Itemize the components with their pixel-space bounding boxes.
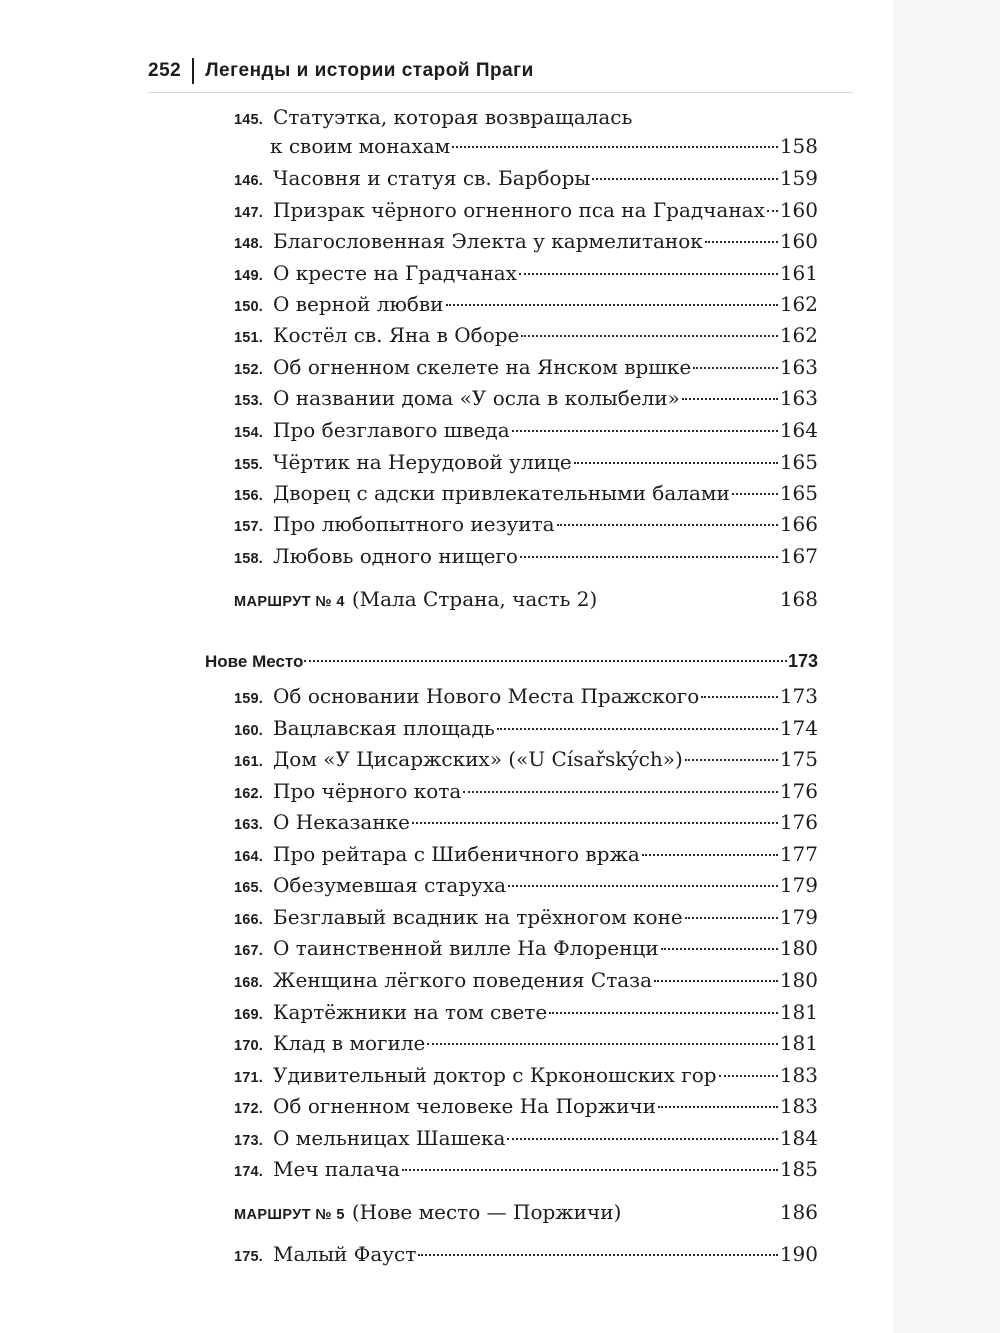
entry-title: Меч палача [273,1157,400,1181]
toc-entry[interactable] [234,1028,818,1058]
entry-number: 168. [234,975,264,991]
leader-dots [574,462,778,464]
leader-dots [412,822,778,824]
entry-title: О мельницах Шашека [273,1126,506,1150]
entry-title: Чёртик на Нерудовой улице [273,450,572,474]
entry-page: 163 [779,355,818,379]
entry-title: Об основании Нового Места Пражского [273,684,700,708]
entry-page: 190 [779,1242,818,1266]
leader-dots [463,791,778,793]
entry-page: 184 [779,1126,818,1150]
leader-dots [520,556,778,558]
leader-dots [521,335,777,337]
leader-dots [427,1043,777,1045]
toc-entry[interactable] [234,258,818,288]
entry-number: 162. [234,786,264,802]
entry-page: 181 [779,1031,818,1055]
entry-number: 150. [234,299,264,315]
entry-title: Любовь одного нищего [273,544,518,568]
toc-entry[interactable] [234,541,818,571]
entry-page: 183 [779,1094,818,1118]
toc-entry[interactable] [234,744,818,774]
leader-dots [661,948,778,950]
toc-section-nove-mesto[interactable] [205,646,818,676]
entry-title: Про безглавого шведа [273,418,510,442]
entry-title: Про рейтара с Шибеничного вржа [273,842,640,866]
route-label: МАРШРУТ № 5 [234,1207,345,1223]
leader-dots [682,398,778,400]
entry-title: Об огненном человеке На Поржичи [273,1094,657,1118]
entry-title: Женщина лёгкого поведения Стаза [273,968,653,992]
route-label: МАРШРУТ № 4 [234,594,345,610]
toc-entry[interactable] [234,163,818,193]
section-page: 173 [787,651,818,671]
entry-number: 159. [234,691,264,707]
entry-page: 179 [779,905,818,929]
leader-dots [658,1106,778,1108]
leader-dots [418,1254,778,1256]
leader-dots [654,980,778,982]
leader-dots [705,241,778,243]
entry-title: Удивительный доктор с Крконошских гор [273,1063,717,1087]
entry-number: 164. [234,849,264,865]
entry-number: 152. [234,362,264,378]
leader-dots [557,524,778,526]
leader-dots [512,430,778,432]
leader-space [623,1212,777,1214]
entry-title: Часовня и статуя св. Барборы [273,166,591,190]
leader-dots [304,660,787,662]
entry-number: 156. [234,488,264,504]
toc-entry[interactable] [234,1123,818,1153]
entry-number: 147. [234,205,264,221]
entry-page: 162 [779,323,818,347]
entry-page: 161 [779,261,818,285]
leader-dots [592,178,778,180]
leader-dots [402,1169,778,1171]
entry-page: 164 [779,418,818,442]
leader-dots [693,367,778,369]
entry-title: Дворец с адски привлекательными балами [273,481,730,505]
entry-title-continued: к своим монахам [270,134,451,158]
toc-entry[interactable] [234,902,818,932]
entry-title: О кресте на Градчанах [273,261,517,285]
entry-page: 183 [779,1063,818,1087]
entry-page: 163 [779,386,818,410]
toc-entry[interactable] [234,289,818,319]
toc-entry[interactable] [234,713,818,743]
entry-page: 159 [779,166,818,190]
entry-title: О таинственной вилле На Флоренци [273,936,659,960]
toc-entry[interactable] [234,1154,818,1184]
toc-entry[interactable] [234,320,818,350]
entry-title: Про чёрного кота [273,779,462,803]
leader-dots [508,885,778,887]
leader-dots [767,210,778,212]
entry-number: 158. [234,551,264,567]
leader-dots [701,696,777,698]
entry-page: 165 [779,450,818,474]
entry-number: 172. [234,1101,264,1117]
toc-entry[interactable] [234,965,818,995]
entry-title: О названии дома «У осла в колыбели» [273,386,680,410]
toc-entry[interactable] [234,997,818,1027]
leader-dots [685,759,778,761]
entry-title: Безглавый всадник на трёхногом коне [273,905,683,929]
entry-title: О верной любви [273,292,444,316]
route-title: (Нове место — Поржичи) [351,1200,622,1224]
entry-number: 145. [234,112,264,128]
entry-title: Статуэтка, которая возвращалась [273,105,633,129]
leader-dots [642,854,778,856]
route-page: 186 [779,1200,818,1224]
toc-entry[interactable] [234,383,818,413]
entry-title: Призрак чёрного огненного пса на Градчанах [273,198,765,222]
leader-dots [549,1012,778,1014]
toc-route-5[interactable] [234,1197,818,1227]
toc-entry[interactable] [234,447,818,477]
entry-number: 160. [234,723,264,739]
leader-dots [732,493,778,495]
toc-entry-145-line2[interactable] [270,131,818,161]
toc-entry[interactable] [234,415,818,445]
route-page: 168 [779,587,818,611]
entry-page: 181 [779,1000,818,1024]
entry-title: Обезумевшая старуха [273,873,507,897]
toc-entry[interactable] [234,1239,818,1269]
entry-title: О Неказанке [273,810,410,834]
entry-number: 169. [234,1007,264,1023]
entry-number: 151. [234,330,264,346]
leader-dots [519,273,778,275]
toc-entry[interactable] [234,1060,818,1090]
entry-page: 166 [779,512,818,536]
toc-entry[interactable] [234,776,818,806]
entry-title: Про любопытного иезуита [273,512,555,536]
toc-entry[interactable] [234,839,818,869]
entry-page: 167 [779,544,818,568]
entry-number: 166. [234,912,264,928]
toc-entry[interactable] [234,478,818,508]
entry-number: 170. [234,1038,264,1054]
toc-entry[interactable] [234,681,818,711]
toc-entry[interactable] [234,1091,818,1121]
entry-page: 179 [779,873,818,897]
entry-page: 160 [779,198,818,222]
leader-dots [719,1075,778,1077]
entry-page: 180 [779,968,818,992]
entry-title: Костёл св. Яна в Оборе [273,323,520,347]
entry-page: 174 [779,716,818,740]
entry-title: Благословенная Электа у кармелитанок [273,229,703,253]
page-number: 252 [148,60,182,81]
entry-page: 180 [779,936,818,960]
route-title: (Мала Страна, часть 2) [351,587,598,611]
entry-page: 165 [779,481,818,505]
entry-number: 157. [234,519,264,535]
leader-dots [452,146,778,148]
entry-page: 185 [779,1157,818,1181]
entry-number: 148. [234,236,264,252]
entry-number: 171. [234,1070,264,1086]
entry-number: 174. [234,1164,264,1180]
leader-space [599,599,778,601]
toc-entry[interactable] [234,933,818,963]
toc-entry[interactable] [234,195,818,225]
toc-entry[interactable] [234,870,818,900]
entry-number: 165. [234,880,264,896]
entry-title: Дом «У Цисаржских» («U Císařských») [273,747,683,771]
entry-number: 146. [234,173,264,189]
entry-number: 155. [234,457,264,473]
leader-dots [507,1138,777,1140]
leader-dots [446,304,778,306]
toc-entry-145-line1 [234,102,632,132]
book-title: Легенды и истории старой Праги [205,60,534,81]
facing-page-edge [893,0,1000,1333]
toc-entry[interactable] [234,352,818,382]
entry-page: 176 [779,810,818,834]
entry-page: 162 [779,292,818,316]
entry-number: 149. [234,268,264,284]
entry-page: 158 [779,134,818,158]
entry-page: 173 [779,684,818,708]
entry-title: Картёжники на том свете [273,1000,548,1024]
entry-title: Об огненном скелете на Янском вршке [273,355,692,379]
leader-dots [685,917,778,919]
entry-number: 175. [234,1249,264,1265]
section-title: Нове Место [205,652,304,671]
entry-title: Клад в могиле [273,1031,426,1055]
toc-route-4[interactable] [234,584,818,614]
leader-dots [497,728,778,730]
entry-page: 176 [779,779,818,803]
entry-number: 163. [234,817,264,833]
entry-number: 173. [234,1133,264,1149]
toc-entry[interactable] [234,226,818,256]
entry-number: 154. [234,425,264,441]
entry-number: 161. [234,754,264,770]
entry-page: 175 [779,747,818,771]
entry-page: 177 [779,842,818,866]
entry-number: 153. [234,393,264,409]
toc-entry[interactable] [234,509,818,539]
toc-entry[interactable] [234,807,818,837]
entry-number: 167. [234,943,264,959]
entry-title: Малый Фауст [273,1242,417,1266]
entry-title: Вацлавская площадь [273,716,495,740]
entry-page: 160 [779,229,818,253]
